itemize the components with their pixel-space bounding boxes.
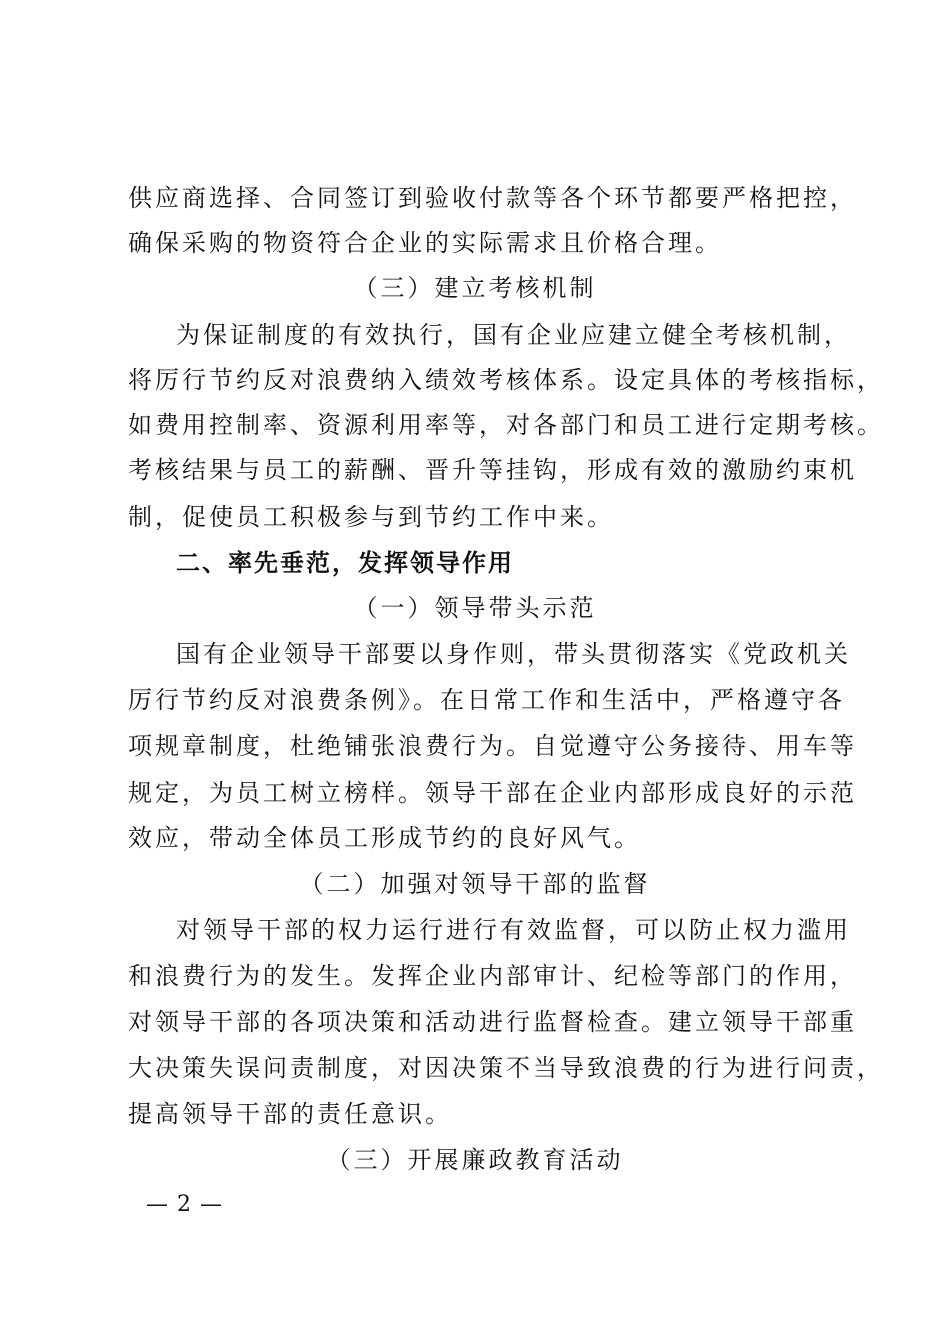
body-text-line: 大决策失误问责制度，对因决策不当导致浪费的行为进行问责， bbox=[128, 1054, 884, 1082]
subsection-heading: （三）建立考核机制 bbox=[353, 274, 597, 302]
body-text-line: 对领导干部的各项决策和活动进行监督检查。建立领导干部重 bbox=[128, 1008, 857, 1036]
subsection-heading: （一）领导带头示范 bbox=[353, 594, 597, 622]
body-text-line: 考核结果与员工的薪酬、晋升等挂钩，形成有效的激励约束机 bbox=[128, 456, 857, 484]
body-text-line: 项规章制度，杜绝铺张浪费行为。自觉遵守公务接待、用车等 bbox=[128, 732, 857, 760]
page-number: — 2 — bbox=[146, 1192, 223, 1217]
body-text-line: 如费用控制率、资源利用率等，对各部门和员工进行定期考核。 bbox=[128, 411, 884, 439]
body-text-line: 供应商选择、合同签订到验收付款等各个环节都要严格把控， bbox=[128, 184, 857, 212]
body-text-line: 将厉行节约反对浪费纳入绩效考核体系。设定具体的考核指标， bbox=[128, 366, 884, 394]
body-text-line: 国有企业领导干部要以身作则，带头贯彻落实《党政机关 bbox=[176, 640, 851, 668]
body-text-line: 规定，为员工树立榜样。领导干部在企业内部形成良好的示范 bbox=[128, 779, 857, 807]
body-text-line: 为保证制度的有效执行，国有企业应建立健全考核机制， bbox=[176, 321, 851, 349]
body-text-line: 提高领导干部的责任意识。 bbox=[128, 1100, 452, 1128]
body-text-line: 制，促使员工积极参与到节约工作中来。 bbox=[128, 503, 614, 531]
body-text-line: 效应，带动全体员工形成节约的良好风气。 bbox=[128, 824, 641, 852]
body-text-line: 对领导干部的权力运行进行有效监督，可以防止权力滥用 bbox=[176, 916, 851, 944]
subsection-heading: （三）开展廉政教育活动 bbox=[326, 1146, 624, 1174]
body-text-line: 厉行节约反对浪费条例》。在日常工作和生活中，严格遵守各 bbox=[128, 686, 845, 714]
subsection-heading: （二）加强对领导干部的监督 bbox=[299, 870, 651, 898]
section-heading: 二、率先垂范，发挥领导作用 bbox=[176, 549, 514, 577]
body-text-line: 确保采购的物资符合企业的实际需求且价格合理。 bbox=[128, 229, 722, 257]
body-text-line: 和浪费行为的发生。发挥企业内部审计、纪检等部门的作用， bbox=[128, 962, 857, 990]
